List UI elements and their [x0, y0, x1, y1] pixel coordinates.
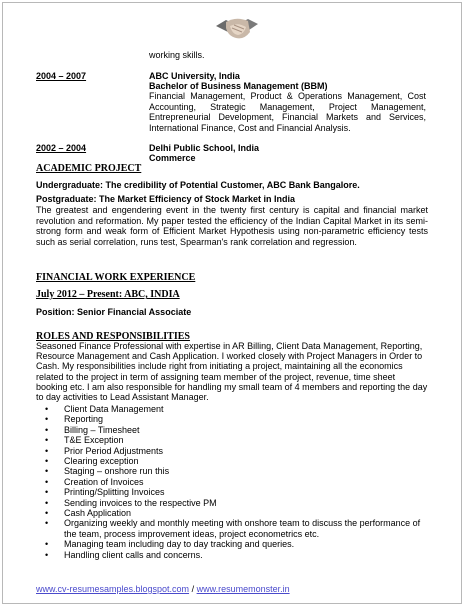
education-institution: Delhi Public School, India — [149, 143, 260, 153]
list-item: • Handling client calls and concerns. — [45, 549, 203, 560]
project-description: The greatest and engendering event in the twenty first century is capital and financial market revolution and reformation. My paper tested the efficiency of the Indian Capital Market in its semi-strong form and weak form of Efficient Market Hypothesis using non-parametric efficiency tests such as serial correlation, runs test, Spearman's rank correlation and regression. — [36, 205, 428, 247]
list-item: • Sending invoices to the respective PM — [45, 497, 217, 508]
education-institution: ABC University, India — [149, 71, 240, 81]
bullet: • — [45, 487, 49, 498]
footer-link-resumemonster[interactable]: www.resumemonster.in — [196, 584, 290, 594]
continuation-text: working skills. — [149, 50, 205, 60]
list-item: • Client Data Management — [45, 404, 164, 414]
bullet: • — [45, 518, 49, 529]
education-degree: Commerce — [149, 153, 196, 163]
bullet: • — [45, 539, 49, 550]
bullet: • — [45, 508, 49, 519]
education-dates: 2004 – 2007 — [36, 71, 87, 81]
bullet: • — [45, 476, 49, 487]
bullet: • — [45, 404, 49, 414]
education-degree: Bachelor of Business Management (BBM) — [149, 81, 328, 91]
education-details: Financial Management, Product & Operations Management, Cost Accounting, Strategic Management, Project Management, Entrepreneurial Development, Financial Markets and Services, International Finance, Cost and Financial Analysis. — [149, 91, 426, 133]
bullet: • — [45, 445, 49, 456]
academic-project-heading: ACADEMIC PROJECT — [36, 163, 142, 174]
list-item: • Creation of Invoices — [45, 476, 144, 487]
bullet: • — [45, 466, 49, 477]
list-item: • Prior Period Adjustments — [45, 445, 164, 456]
list-item: • T&E Exception — [45, 435, 124, 446]
list-item: • Organizing weekly and monthly meeting with onshore team to discuss the performance of the team, process improvement ideas, project econometrics etc. — [45, 518, 421, 539]
list-item: • Managing team including day to day tracking and queries. — [45, 539, 295, 550]
list-item: • Printing/Splitting Invoices — [45, 487, 165, 498]
footer-link-cv-resumesamples[interactable]: www.cv-resumesamples.blogspot.com — [36, 584, 190, 594]
responsibilities-list — [36, 404, 428, 560]
list-item: • Billing – Timesheet — [45, 424, 140, 435]
bullet: • — [45, 497, 49, 508]
handshake-icon — [214, 10, 260, 48]
undergraduate-project: Undergraduate: The credibility of Potential Customer, ABC Bank Bangalore. — [36, 180, 360, 190]
bullet: • — [45, 414, 49, 425]
bullet: • — [45, 456, 49, 467]
list-item: • Reporting — [45, 414, 104, 425]
list-item: • Clearing exception — [45, 456, 139, 467]
footer — [36, 584, 290, 594]
position-title: Position: Senior Financial Associate — [36, 307, 192, 317]
roles-heading: ROLES AND RESPONSIBILITIES — [36, 331, 190, 342]
footer-separator: / — [189, 584, 197, 594]
work-experience-heading: FINANCIAL WORK EXPERIENCE — [36, 272, 196, 283]
education-dates: 2002 – 2004 — [36, 143, 87, 153]
list-item: • Staging – onshore run this — [45, 466, 170, 477]
roles-summary: Seasoned Finance Professional with expertise in AR Billing, Client Data Management, Reporting, Resource Management and Cash Application. I worked closely with Project Managers in Order to Cash. My responsibilities include right from initiating a project, maintaining all the economics related to the project in term of assigning team member of the project, revenue, time sheet booking etc. I am also responsible for handling my small team of 4 members and reporting the day to day activities to Lead Assistant Manager. — [36, 341, 428, 403]
bullet: • — [45, 435, 49, 446]
list-item: • Cash Application — [45, 508, 132, 519]
postgraduate-project: Postgraduate: The Market Efficiency of Stock Market in India — [36, 194, 296, 204]
work-period: July 2012 – Present: ABC, INDIA — [36, 289, 180, 300]
bullet: • — [45, 424, 49, 435]
bullet: • — [45, 549, 49, 560]
